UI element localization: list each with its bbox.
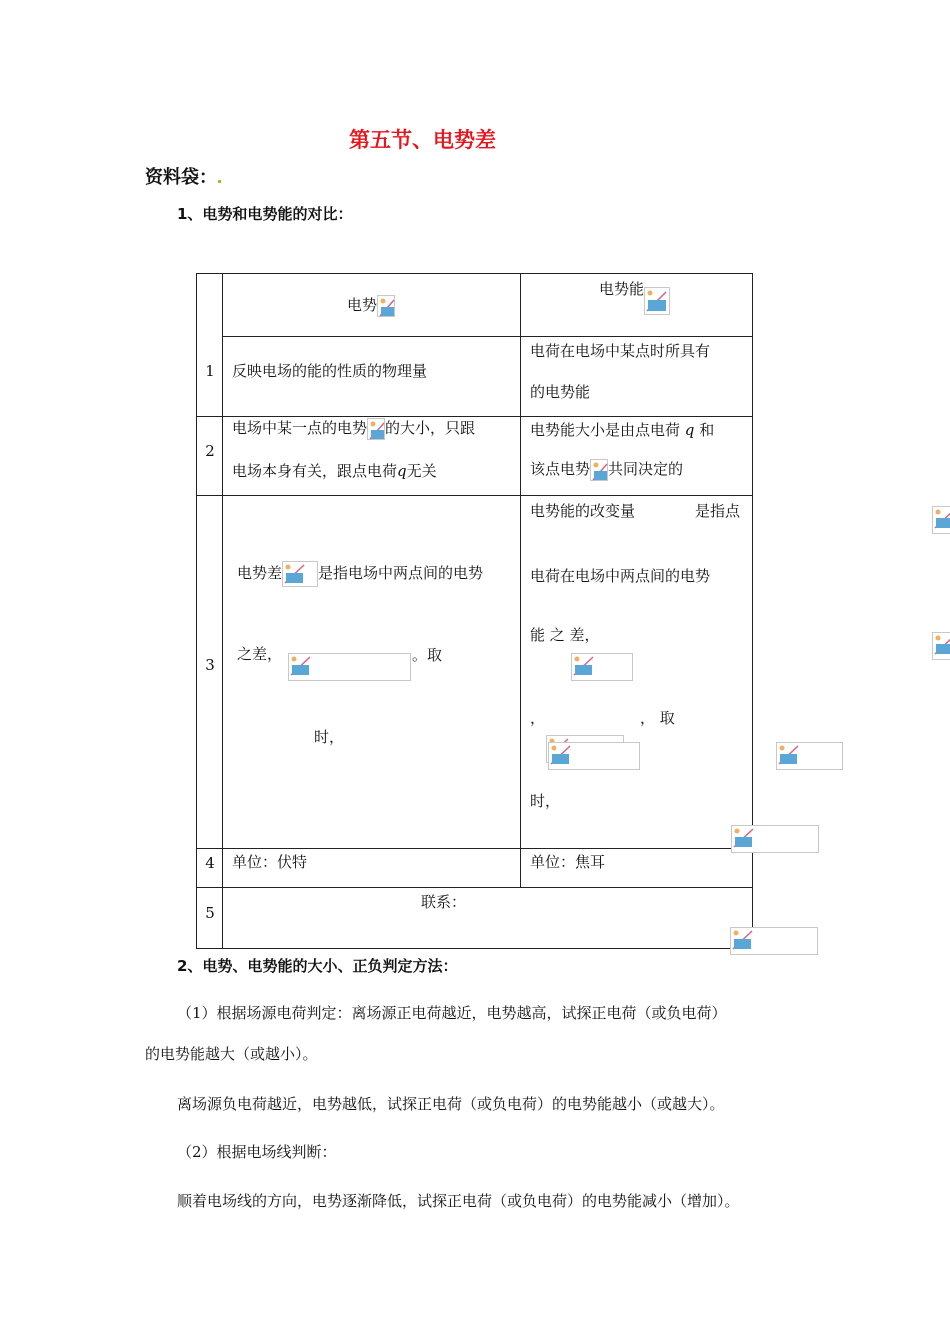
header-label: 电势 bbox=[347, 296, 378, 314]
row3-left-when: 时， bbox=[314, 728, 345, 746]
broken-image-icon bbox=[571, 653, 633, 681]
row3-left-text: 之差， bbox=[237, 645, 283, 663]
page-title: 第五节、电势差 bbox=[349, 128, 496, 152]
row2-left-text: 的大小，只跟 bbox=[385, 419, 476, 437]
section-heading-text: 资料袋： bbox=[145, 167, 217, 188]
broken-image-icon bbox=[377, 295, 395, 317]
row3-right-line2: 电荷在电场中两点间的电势 bbox=[530, 567, 711, 585]
marker-dot bbox=[218, 180, 221, 183]
row2-right-text: 该点电势 bbox=[530, 460, 591, 478]
comparison-table bbox=[196, 273, 753, 949]
header-cell-potential-energy bbox=[599, 279, 670, 315]
row2-right-line1 bbox=[530, 420, 714, 440]
row3-right-line3: 能 之 差， bbox=[530, 626, 600, 644]
broken-image-icon bbox=[367, 418, 385, 440]
table-divider bbox=[197, 495, 753, 496]
paragraph-2: 离场源负电荷越近，电势越低，试探正电荷（或负电荷）的电势能越小（或越大）。 bbox=[177, 1095, 725, 1113]
row5-link-label: 联系： bbox=[421, 893, 467, 911]
row2-right-text: 共同决定的 bbox=[608, 460, 684, 478]
subheading-judgement: 2、电势、电势能的大小、正负判定方法： bbox=[177, 957, 458, 975]
broken-image-icon bbox=[590, 459, 608, 481]
charge-symbol: q bbox=[397, 462, 407, 480]
row3-left-text: 电势差 bbox=[237, 564, 283, 582]
broken-image-icon bbox=[932, 632, 950, 660]
row3-right-when: 时， bbox=[530, 792, 561, 810]
row2-left-text: 无关 bbox=[406, 462, 437, 480]
row2-left-text: 电场本身有关，跟点电荷 bbox=[232, 462, 398, 480]
broken-image-icon bbox=[548, 742, 640, 770]
row3-right-comma: ， bbox=[530, 709, 546, 727]
row1-right-a: 电荷在电场中某点时所具有 bbox=[530, 342, 711, 360]
row3-right-take: ， 取 bbox=[640, 709, 675, 727]
row4-right: 单位：焦耳 bbox=[530, 853, 606, 871]
row1-left bbox=[232, 361, 427, 381]
row4-left: 单位：伏特 bbox=[232, 853, 308, 871]
row2-right-text: 和 bbox=[699, 421, 715, 439]
paragraph-4: 顺着电场线的方向，电势逐渐降低，试探正电荷（或负电荷）的电势能减小（增加）。 bbox=[177, 1192, 740, 1210]
table-divider bbox=[520, 274, 521, 887]
broken-image-icon bbox=[644, 287, 670, 315]
header-label: 电势能 bbox=[599, 280, 645, 298]
row-number: 1 bbox=[205, 362, 215, 380]
paragraph-1a: （1）根据场源电荷判定：离场源正电荷越近，电势越高，试探正电荷（或负电荷） bbox=[177, 1004, 727, 1022]
row1-right-b: 的电势能 bbox=[530, 383, 591, 401]
row-number: 2 bbox=[205, 442, 215, 460]
broken-image-icon bbox=[776, 742, 843, 770]
section-heading bbox=[145, 163, 222, 189]
broken-image-icon bbox=[288, 653, 411, 681]
subheading-comparison: 1、电势和电势能的对比： bbox=[177, 205, 353, 223]
table-divider bbox=[197, 416, 753, 417]
row-number: 5 bbox=[205, 904, 215, 922]
header-cell-potential bbox=[347, 295, 395, 317]
broken-image-icon bbox=[731, 825, 819, 853]
row3-right-text: 电势能的改变量 bbox=[530, 502, 636, 520]
table-divider bbox=[222, 336, 753, 337]
row3-left-line1 bbox=[237, 561, 483, 587]
charge-symbol: q bbox=[684, 421, 695, 439]
row3-left-take: 。取 bbox=[412, 646, 443, 664]
broken-image-icon bbox=[730, 927, 818, 955]
broken-image-icon bbox=[932, 506, 950, 534]
row2-right-line2 bbox=[530, 459, 683, 481]
row3-right-line1 bbox=[530, 501, 635, 521]
row2-right-text: 电势能大小是由点电荷 bbox=[530, 421, 681, 439]
row3-left-text: 是指电场中两点间的电势 bbox=[318, 564, 484, 582]
row2-left-line1 bbox=[232, 418, 475, 440]
table-divider bbox=[197, 887, 753, 888]
paragraph-1b: 的电势能越大（或越小）。 bbox=[145, 1045, 318, 1063]
row1-left-text: 反映电场的能的性质的物理量 bbox=[232, 362, 428, 380]
broken-image-icon bbox=[282, 561, 318, 587]
table-divider bbox=[197, 848, 753, 849]
row-number: 3 bbox=[205, 656, 215, 674]
row2-left-line2 bbox=[232, 461, 437, 481]
paragraph-3: （2）根据电场线判断： bbox=[177, 1143, 337, 1161]
row2-left-text: 电场中某一点的电势 bbox=[232, 419, 368, 437]
row3-right-point: 是指点 bbox=[695, 502, 741, 520]
row3-left-line2 bbox=[237, 644, 282, 664]
row-number: 4 bbox=[205, 854, 215, 872]
